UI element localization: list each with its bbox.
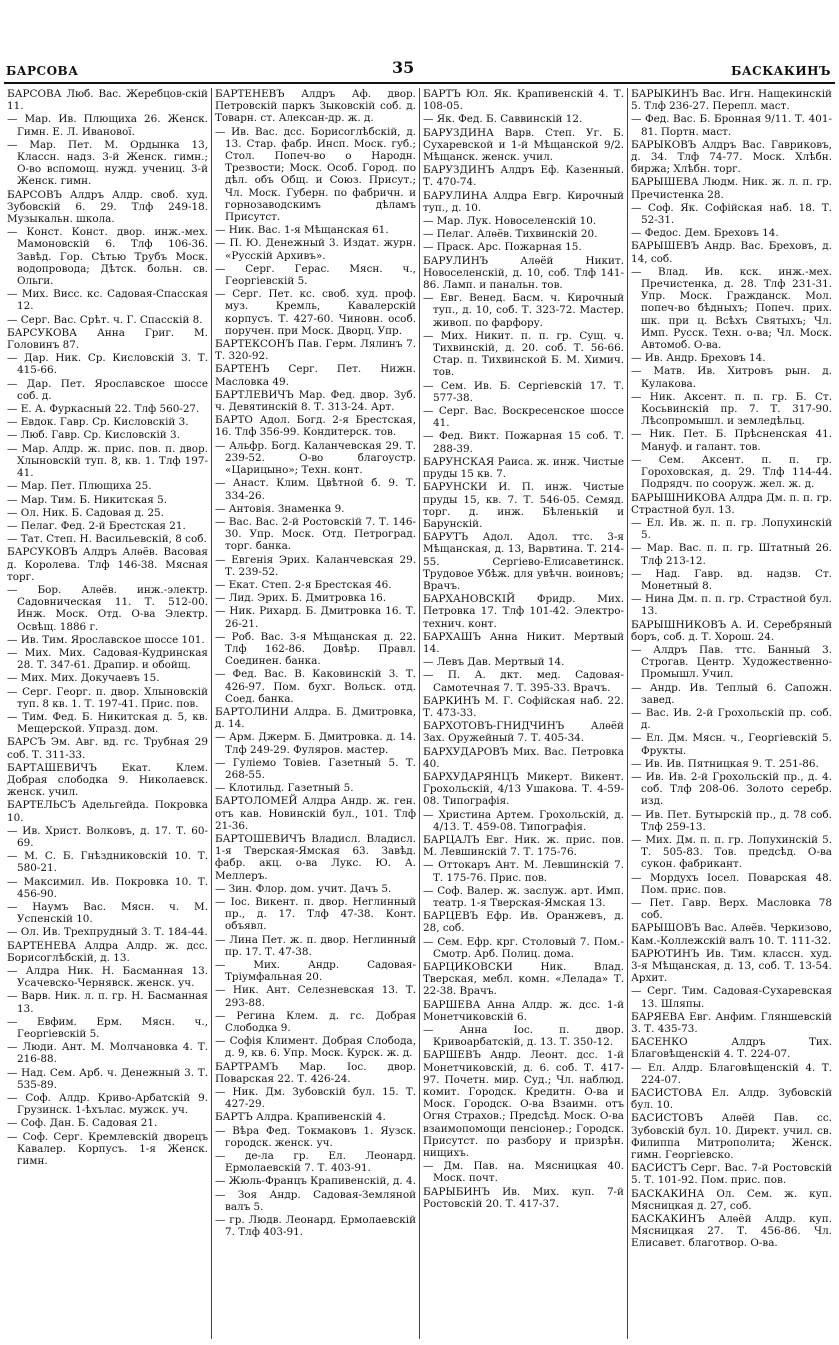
directory-entry: — Сем. Ефр. крг. Столовый 7. Пом.-Смотр. Арб. Полиц. дома. xyxy=(423,935,624,960)
directory-entry: — Ник. Ант. Селезневская 13. Т. 293-88. xyxy=(215,984,416,1009)
directory-entry: — Мих. Никит. п. п. гр. Сущ. ч. Тихвинскій, д. 20. соб. Т. 56-66. Стар. п. Тихвинской Б. М. Химич. тов. xyxy=(423,329,624,379)
directory-entry: — Ив. Вас. дсс. Борисоглѣбскій, д. 13. Стар. фабр. Инсп. Моск. губ.; Стол. Попеч-во о Народн. Трезвости; Моск. Особ. Город. по дѣл. объ Общ. и Союз. Присут.; Чл. Моск. Губерн. по фабричн. и горнозаводскимъ дѣламъ Присутст. xyxy=(215,125,416,224)
directory-entry: БАРТЪ Юл. Як. Крапивенскій 4. Т. 108-05. xyxy=(423,88,624,113)
directory-entry: — Нина Дм. п. п. гр. Страстной бул. 13. xyxy=(631,593,832,618)
directory-entry: — Люб. Гавр. Ср. Кисловскій 3. xyxy=(7,429,180,442)
directory-entry: — Ив. Ив. 2-й Грохольскій пр., д. 4. соб. Тлф 208-06. Золото серебр. изд. xyxy=(631,770,832,808)
directory-entry: БАРЫШЕВА Людм. Ник. ж. л. п. гр. Пречистенка 28. xyxy=(631,176,832,201)
directory-entry: БАРЯЕВА Евг. Анфим. Гляншевскій 3. Т. 435-73. xyxy=(631,1010,832,1036)
directory-columns xyxy=(4,88,835,1339)
directory-entry: БАСИСТОВЪ Алѳёй Пав. сс. Зубовскій бул. 10. Директ. учил. св. Филиппа Митрополита; Женск. гимн. Георгіевско. xyxy=(631,1112,832,1162)
directory-entry: БАРЫШНИКОВЪ А. И. Серебряный боръ, соб. д. Т. Хорош. 24. xyxy=(631,618,832,643)
directory-entry: БАРУЛИНА Алдра Евгр. Кирочный туп., д. 10. xyxy=(423,189,624,214)
directory-entry: БАРТРАМЪ Мар. Іос. двор. Поварская 22. Т. 426-24. xyxy=(215,1060,416,1085)
directory-entry: БАРУНСКАЯ Раиса. ж. инж. Чистые пруды 15 кв. 7. xyxy=(423,455,624,481)
directory-entry: — Мар. Алдр. ж. прис. пов. п. двор. Хлыновскій туп. 8, кв. 1. Тлф 197-41. xyxy=(7,442,208,480)
directory-entry: — Дар. Ник. Ср. Кисловскій 3. Т. 415-66. xyxy=(7,352,208,377)
directory-entry: — Жюль-Францъ Крапивенскій, д. 4. xyxy=(215,1175,416,1188)
directory-entry: — Оттокаръ Ант. М. Левшинскій 7. Т. 175-76. Прис. пов. xyxy=(423,859,624,884)
directory-entry: БАСИСТЪ Серг. Вас. 7-й Ростовскій 5. Т. 101-92. Пом. прис. пов. xyxy=(631,1162,832,1187)
directory-entry: БАСКАКИНА Ол. Сем. ж. куп. Мясницкая д. 27, соб. xyxy=(631,1187,832,1212)
directory-entry: — Мар. Пет. М. Ордынка 13, Классн. надз. 3-й Женск. гимн.; О-во вспомощ. нужд. учениц. 3-й Женск. гимн. xyxy=(7,138,208,188)
directory-entry: БАРХУДАРЯНЦЪ Микерт. Викент. Грохольскій, 4/13 Ушакова. Т. 4-59-08. Типографія. xyxy=(423,770,624,808)
directory-entry: БАРЫКИНЪ Вас. Игн. Нащекинскій 5. Тлф 236-27. Перепл. маст. xyxy=(631,88,832,113)
directory-entry: — Серг. Вас. Срѣт. ч. Г. Спасскій 8. xyxy=(7,313,203,326)
directory-entry: БАРСОВА Люб. Вас. Жеребцов-скій 11. xyxy=(7,88,208,113)
directory-entry: — Ив. Ив. Пятницкая 9. Т. 251-86. xyxy=(631,757,819,770)
directory-entry: — Як. Фед. Б. Саввинскій 12. xyxy=(423,113,583,126)
directory-entry: — Вѣра Фед. Токмаковъ 1. Яузск. городск. женск. уч. xyxy=(215,1124,416,1149)
directory-entry: — Соф. Дан. Б. Садовая 21. xyxy=(7,1117,158,1130)
directory-entry: — Соф. Як. Софійская наб. 18. Т. 52-31. xyxy=(631,201,832,227)
column-4 xyxy=(627,88,835,1339)
directory-entry: — Алдра Ник. Н. Басманная 13. Усачевско-Чернявск. женск. уч. xyxy=(7,965,208,990)
directory-entry: — М. С. Б. Гнѣздниковскій 10. Т. 580-21. xyxy=(7,850,208,875)
directory-entry: — Ел. Ив. ж. п. п. гр. Лопухинскій 5. xyxy=(631,516,832,542)
directory-entry: — Вас. Ив. 2-й Грохольскій пр. соб. д. xyxy=(631,706,832,732)
directory-entry: — Пелаг. Фед. 2-й Брестская 21. xyxy=(7,519,186,532)
directory-entry: БАРТЛЕВИЧЪ Мар. Фед. двор. Зуб. ч. Девятинскій 8. Т. 313-24. Арт. xyxy=(215,388,416,414)
directory-entry: БАРСУКОВА Анна Григ. М. Головинъ 87. xyxy=(7,326,208,352)
directory-entry: — Левъ Дав. Мертвый 14. xyxy=(423,656,565,669)
directory-entry: — Фед. Вас. Б. Бронная 9/11. Т. 401-81. Портн. маст. xyxy=(631,113,832,138)
directory-entry: — Серг. Тим. Садовая-Сухаревская 13. Шляпы. xyxy=(631,985,832,1010)
directory-entry: — Альфр. Богд. Каланчевская 29. Т. 239-52. О-во благоустр. «Царицыно»; Техн. конт. xyxy=(215,439,416,477)
directory-entry: БАРЦАЛЪ Евг. Ник. ж. прис. пов. М. Левшинскій 7. Т. 175-76. xyxy=(423,833,624,859)
column-3 xyxy=(419,88,627,1339)
directory-entry: БАРТОШЕВИЧЪ Владисл. Владисл. 1-я Тверская-Ямская 63. Завѣд. фабр. акц. о-ва Лукс. Ю. А. Меллеръ. xyxy=(215,832,416,882)
directory-entry: — Мар. Ив. Плющиха 26. Женск. Гимн. Е. Л. Иванової. xyxy=(7,113,208,138)
directory-entry: — П. А. дкт. мед. Садовая-Самотечная 7. Т. 395-33. Врачъ. xyxy=(423,669,624,694)
directory-entry: БАРУЗДИНА Варв. Степ. Уг. Б. Сухаревской и 1-й Мѣщанской 9/2. Мѣщанск. женск. учил. xyxy=(423,126,624,164)
directory-entry: БАРЫШОВЪ Вас. Алѳёв. Черкизово, Кам.-Коллежскій валъ 10. Т. 111-32. xyxy=(631,922,832,947)
directory-entry: БАРКИНЪ М. Г. Софійская наб. 22. Т. 473-33. xyxy=(423,694,624,719)
directory-entry: БАРТОЛОМЕЙ Алдра Андр. ж. ген. отъ кав. Новинскій бул., 101. Тлф 21-36. xyxy=(215,795,416,832)
directory-entry: — Христина Артем. Грохольскій, д. 4/13. Т. 459-08. Типографія. xyxy=(423,808,624,833)
directory-entry: — Серг. Пет. кс. своб. худ. проф. муз. Кремль, Кавалерскій корпусъ. Т. 427-60. Чиновн. особ. поручен. при Моск. Дворц. Упр. xyxy=(215,288,416,337)
directory-entry: БАРЮТИНЪ Ив. Тим. классн. худ. 3-я Мѣщанская, д. 13, соб. Т. 13-54. Архит. xyxy=(631,947,832,985)
directory-entry: БАРСУКОВЪ Алдръ Алѳёв. Васовая д. Королева. Тлф 146-38. Мясная торг. xyxy=(7,546,208,583)
directory-entry: — Над. Сем. Арб. ч. Денежный 3. Т. 535-89. xyxy=(7,1066,208,1091)
directory-entry: — Зоя Андр. Садовая-Земляной валъ 5. xyxy=(215,1188,416,1213)
directory-entry: — Мар. Лук. Новоселенскій 10. xyxy=(423,215,597,228)
directory-entry: БАРУЗДИНЪ Алдръ Еф. Казенный. Т. 470-74. xyxy=(423,164,624,189)
directory-entry: — Серг. Герас. Мясн. ч., Георгіевскій 5. xyxy=(215,262,416,288)
directory-entry: — Мих. Мих. Докучаевъ 15. xyxy=(7,672,160,685)
directory-entry: БАРЫБИНЪ Ив. Мих. куп. 7-й Ростовскій 20. Т. 417-37. xyxy=(423,1185,624,1210)
directory-entry: — Евгенія Эрих. Каланчевская 29. Т. 239-52. xyxy=(215,553,416,578)
directory-entry: — Ник. Аксент. п. п. гр. Б. Ст. Косьвинскій пр. 7. Т. 317-90. Лѣсопромышл. и земледѣльц. xyxy=(631,390,832,428)
directory-entry: — Конст. Конст. двор. инж.-мех. Мамоновскій 6. Тлф 106-36. Завѣд. Гор. Сѣтью Трубъ Моск. водопровода; Дѣтск. больн. св. Ольги. xyxy=(7,226,208,288)
directory-entry: БАРСЪ Эм. Авг. вд. гс. Трубная 29 соб. Т. 311-33. xyxy=(7,736,208,761)
directory-entry: БАРТОЛИНИ Алдра. Б. Дмитровка, д. 14. xyxy=(215,705,416,731)
directory-entry: — Пет. Гавр. Верх. Масловка 78 соб. xyxy=(631,897,832,922)
directory-entry: — гр. Людв. Леонард. Ермолаевскій 7. Тлф 403-91. xyxy=(215,1214,416,1239)
directory-entry: БАРТО Адол. Богд. 2-я Брестская, 16. Тлф 356-99. Кондитерск. тов. xyxy=(215,414,416,439)
directory-entry: — Матв. Ив. Хитровъ рын. д. Кулакова. xyxy=(631,365,832,390)
directory-entry: — Ол. Ив. Трехпрудный 3. Т. 184-44. xyxy=(7,926,208,939)
directory-entry: — Алдръ Пав. ттс. Банный 3. Строгав. Центр. Художественно-Промышл. Учил. xyxy=(631,643,832,681)
directory-entry: — Бор. Алѳёв. инж.-электр. Садовническая 11. Т. 512-00. Инж. Моск. Отд. О-ва Электр. Освѣщ. 1886 г. xyxy=(7,583,208,633)
directory-entry: — Ел. Алдр. Благовѣщенскій 4. Т. 224-07. xyxy=(631,1061,832,1086)
directory-entry: — Ив. Андр. Бреховъ 14. xyxy=(631,352,766,365)
directory-entry: — Антовія. Знаменка 9. xyxy=(215,502,345,515)
directory-entry: — Мих. Мих. Садовая-Кудринская 28. Т. 347-61. Драпир. и обойщ. xyxy=(7,646,208,672)
directory-entry: — Ол. Ник. Б. Садовая д. 25. xyxy=(7,506,164,519)
directory-entry: БАРЦЕВЪ Ефр. Ив. Оранжевъ, д. 28, соб. xyxy=(423,910,624,935)
directory-entry: БАРХАШЪ Анна Никит. Мертвый 14. xyxy=(423,630,624,655)
directory-entry: — П. Ю. Денежный 3. Издат. журн. «Русскій Архивъ». xyxy=(215,237,416,262)
directory-entry: — Серг. Георг. п. двор. Хлыновскій туп. 8 кв. 1. Т. 197-41. Прис. пов. xyxy=(7,685,208,710)
directory-entry: — Ив. Тим. Ярославское шоссе 101. xyxy=(7,633,205,646)
directory-entry: БАРШЕВА Анна Алдр. ж. дсс. 1-й Монетчиковскій 6. xyxy=(423,998,624,1023)
directory-entry: — Лина Пет. ж. п. двор. Неглинный пр. 17. Т. 47-38. xyxy=(215,933,416,958)
directory-entry: — Тат. Степ. Н. Васильевскій, 8 соб. xyxy=(7,533,207,546)
directory-entry: БАРЫШЕВЪ Андр. Вас. Бреховъ, д. 14, соб. xyxy=(631,240,832,265)
directory-entry: — Ник. Рихард. Б. Дмитровка 16. Т. 26-21. xyxy=(215,605,416,630)
directory-entry: — Над. Гавр. вд. надзв. Ст. Монетный 8. xyxy=(631,567,832,592)
directory-entry: — Евфим. Ерм. Мясн. ч., Георгіевскій 5. xyxy=(7,1015,208,1041)
directory-entry: — Сем. Аксент. п. п. гр. Гороховская, д. 29. Тлф 114-44. Подрядч. по сооруж. жел. ж. д. xyxy=(631,453,832,491)
directory-entry: БАРТЕНЕВЪ Алдръ Аф. двор. Петровскій паркъ Зыковскій соб. д. Товарн. ст. Алексан-др. ж. д. xyxy=(215,88,416,125)
column-1 xyxy=(4,88,211,1339)
directory-entry: БАСИСТОВА Ел. Алдр. Зубовскій бул. 10. xyxy=(631,1087,832,1112)
directory-entry: — Регина Клем. д. гс. Добрая Слободка 9. xyxy=(215,1009,416,1035)
directory-entry: — Мар. Тим. Б. Никитская 5. xyxy=(7,493,168,506)
directory-entry: — Максимил. Ив. Покровка 10. Т. 456-90. xyxy=(7,875,208,900)
directory-entry: — Андр. Ив. Теплый 6. Сапожн. завед. xyxy=(631,681,832,706)
directory-entry: — Федос. Дем. Бреховъ 14. xyxy=(631,227,779,240)
running-head-right: БАСКАКИНЪ xyxy=(731,64,831,78)
directory-entry: — Е. А. Фуркасный 22. Тлф 560-27. xyxy=(7,403,200,416)
directory-entry: — Влад. Ив. кск. инж.-мех. Пречистенка, д. 28. Тлф 231-31. Упр. Моск. Гражданск. Мол. попеч-во бѣдныхъ; Попеч. прих. шк. при ц. Всѣхъ Святыхъ; Чл. Имп. Русск. Техн. о-ва; Чл. Моск. Автомоб. О-ва. xyxy=(631,265,832,352)
directory-entry: — Зин. Флор. дом. учит. Дачъ 5. xyxy=(215,882,392,895)
directory-entry: БАРТЕНЕВА Алдра Алдр. ж. дсс. Борисоглѣбскій, д. 13. xyxy=(7,939,208,964)
header-rule xyxy=(4,82,835,84)
directory-entry: — Гуліемо Товіев. Газетный 5. Т. 268-55. xyxy=(215,756,416,781)
directory-entry: — Анаст. Клим. Цвѣтной б. 9. Т. 334-26. xyxy=(215,477,416,502)
directory-entry: — Тим. Фед. Б. Никитская д. 5, кв. Мещерской. Упразд. дом. xyxy=(7,710,208,736)
directory-entry: — Варв. Ник. л. п. гр. Н. Басманная 13. xyxy=(7,990,208,1015)
directory-entry: — де-ла гр. Ел. Леонард. Ермолаевскій 7. Т. 403-91. xyxy=(215,1150,416,1175)
directory-entry: БАРЫШНИКОВА Алдра Дм. п. п. гр. Страстной бул. 13. xyxy=(631,491,832,516)
directory-entry: БАРТЪ Алдра. Крапивенскій 4. xyxy=(215,1111,386,1124)
directory-entry: — Мордухъ Іосел. Поварская 48. Пом. прис. пов. xyxy=(631,871,832,896)
directory-entry: — Мар. Вас. п. п. гр. Штатный 26. Тлф 213-12. xyxy=(631,542,832,567)
directory-entry: — Софія Климент. Добрая Слобода, д. 9, кв. 6. Упр. Моск. Курск. ж. д. xyxy=(215,1035,416,1060)
directory-entry: — Фед. Викт. Пожарная 15 соб. Т. 288-39. xyxy=(423,430,624,455)
directory-entry: БАРЦИКОВСКИ Ник. Влад. Тверская, мебл. комн. «Лелада» Т. 22-38. Врачъ. xyxy=(423,961,624,998)
directory-entry: БАРХАНОВСКІЙ Фридр. Мих. Петровка 17. Тлф 101-42. Электро-технич. конт. xyxy=(423,593,624,630)
directory-entry: — Фед. Вас. В. Каковинскій 3. Т. 426-97. Пом. бухг. Вольск. отд. Соед. банка. xyxy=(215,668,416,705)
directory-entry: БАСКАКИНЪ Алѳёй Алдр. куп. Мясницкая 27. Т. 456-86. Чл. Елисавет. благотвор. О-ва. xyxy=(631,1213,832,1250)
directory-entry: БАРЫКОВЪ Алдръ Вас. Гавриковъ, д. 34. Тлф 74-77. Моск. Хлѣбн. биржа; Хлѣбн. торг. xyxy=(631,138,832,176)
directory-entry: БАРУТЪ Адол. Адол. ттс. 3-я Мѣщанская, д. 13, Варвтина. Т. 214-55. Сергіево-Елисаветинск. Трудовое Убѣж. для увѣчн. воиновъ; Врачъ. xyxy=(423,531,624,592)
directory-entry: — Арм. Джерм. Б. Дмитровка. д. 14. Тлф 249-29. Фуляров. мастер. xyxy=(215,731,416,756)
directory-entry: БАРТЕКСОНЪ Пав. Герм. Лялинъ 7. Т. 320-92. xyxy=(215,338,416,363)
directory-entry: БАРХОТОВЪ-ГНИДЧИНЪ Алѳёй Зах. Оружейный 7. Т. 405-34. xyxy=(423,720,624,745)
directory-entry: — Люди. Ант. М. Молчановка 4. Т. 216-88. xyxy=(7,1041,208,1066)
page-number: 35 xyxy=(392,58,415,77)
directory-entry: БАРСОВЪ Алдръ Алдр. своб. худ. Зубовскій 6. 29. Тлф 249-18. Музыкальн. школа. xyxy=(7,188,208,226)
directory-entry: — Ел. Дм. Мясн. ч., Георгіевскій 5. Фрукты. xyxy=(631,732,832,757)
directory-entry: БАСЕНКО Алдръ Тих. Благовѣщенскій 4. Т. 224-07. xyxy=(631,1036,832,1061)
directory-entry: — Мих. Андр. Садовая-Тріумфальная 20. xyxy=(215,959,416,984)
directory-entry: — Ив. Христ. Волковъ, д. 17. Т. 60-69. xyxy=(7,824,208,849)
directory-entry: — Сем. Ив. Б. Сергіевскій 17. Т. 577-38. xyxy=(423,379,624,404)
directory-entry: — Ник. Дм. Зубовскій бул. 15. Т. 427-29. xyxy=(215,1086,416,1111)
directory-entry: БАРТЕЛЬСЪ Адельгейда. Покровка 10. xyxy=(7,799,208,824)
directory-entry: — Лид. Эрих. Б. Дмитровка 16. xyxy=(215,592,387,605)
page-header xyxy=(0,0,839,88)
directory-entry: — Екат. Степ. 2-я Брестская 46. xyxy=(215,578,392,591)
directory-entry: — Евдок. Гавр. Ср. Кисловскій 3. xyxy=(7,416,189,429)
running-head-left: БАРСОВА xyxy=(6,64,79,78)
directory-entry: — Соф. Валер. ж. заслуж. арт. Имп. театр. 1-я Тверская-Ямская 13. xyxy=(423,884,624,909)
directory-entry: БАРУЛИНЪ Алѳёй Никит. Новоселенскій, д. 10, соб. Тлф 141-86. Ламп. и панальн. тов. xyxy=(423,254,624,292)
directory-entry: — Ник. Вас. 1-я Мѣщанская 61. xyxy=(215,224,389,237)
directory-entry: — Евг. Венед. Басм. ч. Кирочный туп., д. 10, соб. Т. 323-72. Мастер. живоп. по фарфору. xyxy=(423,292,624,329)
directory-entry: — Праск. Арс. Пожарная 15. xyxy=(423,241,582,254)
directory-entry: — Соф. Алдр. Криво-Арбатскій 9. Грузинск. 1-ѣхълас. мужск. уч. xyxy=(7,1092,208,1117)
directory-entry: — Ив. Пет. Бутырскій пр., д. 78 соб. Тлф 259-13. xyxy=(631,808,832,833)
directory-entry: БАРТЕНЪ Серг. Пет. Нижн. Масловка 49. xyxy=(215,363,416,388)
directory-entry: — Дм. Пав. на. Мясницкая 40. Моск. почт. xyxy=(423,1160,624,1185)
directory-entry: БАРУНСКИ И. П. инж. Чистые пруды 15, кв. 7. Т. 546-05. Семяд. торг. д. инж. Бѣленькій и Барунскій. xyxy=(423,481,624,530)
directory-entry: — Мар. Пет. Плющиха 25. xyxy=(7,480,152,493)
directory-entry: — Дар. Пет. Ярославское шоссе соб. д. xyxy=(7,377,208,402)
directory-entry: — Анна Іос. п. двор. Кривоарбатскій, д. 13. Т. 350-12. xyxy=(423,1024,624,1049)
directory-entry: — Мих. Висс. кс. Садовая-Спасская 12. xyxy=(7,288,208,313)
directory-entry: — Мих. Дм. п. п. гр. Лопухинскій 5. Т. 505-83. Тов. предсѣд. О-ва сукон. фабрикант. xyxy=(631,833,832,871)
directory-entry: БАРТАШЕВИЧЪ Екат. Клем. Добрая слободка 9. Николаевск. женск. учил. xyxy=(7,761,208,799)
column-2 xyxy=(211,88,419,1339)
directory-entry: — Вас. Вас. 2-й Ростовскій 7. Т. 146-30. Упр. Моск. Отд. Петроград. торг. банка. xyxy=(215,515,416,553)
directory-entry: — Клотильд. Газетный 5. xyxy=(215,782,354,795)
directory-entry: — Ник. Пет. Б. Прѣсненская 41. Мануф. и галант. тов. xyxy=(631,428,832,453)
directory-entry: — Іос. Викент. п. двор. Неглинный пр., д. 17. Тлф 47-38. Конт. объявл. xyxy=(215,896,416,933)
directory-entry: — Соф. Серг. Кремлевскій дворецъ Кавалер. Корпусъ. 1-я Женск. гимн. xyxy=(7,1130,208,1168)
directory-entry: — Серг. Вас. Воскресенское шоссе 41. xyxy=(423,405,624,430)
directory-entry: — Наумъ Вас. Мясн. ч. М. Успенскій 10. xyxy=(7,901,208,926)
directory-entry: — Пелаг. Алѳёв. Тихвинскій 20. xyxy=(423,228,598,241)
directory-entry: — Роб. Вас. 3-я Мѣщанская д. 22. Тлф 162-86. Довѣр. Правл. Соединен. банка. xyxy=(215,630,416,668)
directory-entry: БАРШЕВЪ Андр. Леонт. дсс. 1-й Монетчиковскій, д. 6. соб. Т. 417-97. Почетн. мир. Суд.; Чл. наблюд. комит. Городск. Кредитн. О-ва и Моск. Городск. О-ва Взаимн. отъ Огня Страхов.; Предсѣд. Моск. О-ва взаимопомощи пенсіонер.; Городск. Присутст. по разбору и призрѣн. нищихъ. xyxy=(423,1049,624,1160)
directory-entry: БАРХУДАРОВЪ Мих. Вас. Петровка 40. xyxy=(423,745,624,770)
